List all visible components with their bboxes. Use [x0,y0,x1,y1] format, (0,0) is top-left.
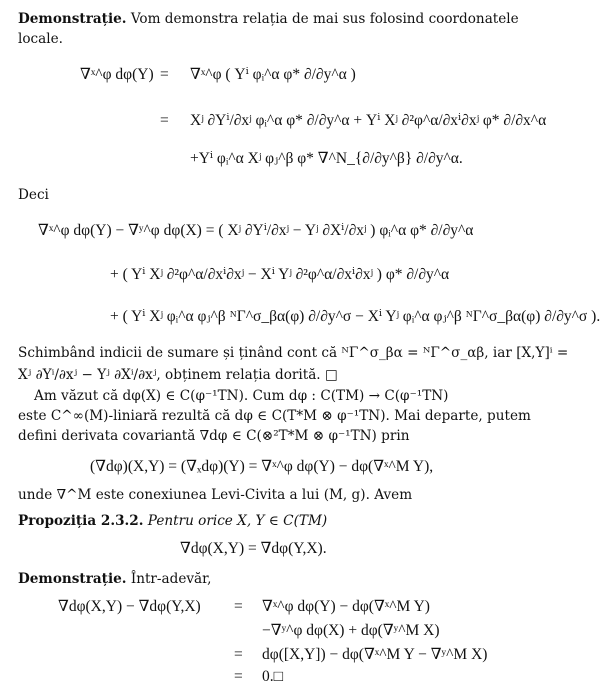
proof2-text: Într-adevăr, [130,571,212,587]
eq1-row1-lhs: ∇ˣ^φ dφ(Y) [80,66,154,83]
proof2-row1-rel: = [234,598,243,615]
proof2-row3-rhs: dφ([X,Y]) − dφ(∇ˣ^M Y − ∇ʸ^M X) [262,646,488,663]
eq2-row3: + ( Yⁱ Xʲ φᵢ^α φⱼ^β ᴺΓ^σ_βα(φ) ∂/∂y^σ − Xⁱ Yʲ φᵢ^α φⱼ^β ᴺΓ^σ_βα(φ) ∂/∂y^σ ). [110,308,600,325]
eq1-row1-rel: = [160,66,169,83]
para3: unde ∇^M este conexiunea Levi-Civita a lui (M, g). Avem [18,487,413,503]
eq3: (∇dφ)(X,Y) = (∇ₓdφ)(Y) = ∇ˣ^φ dφ(Y) − dφ(∇ˣ^M Y), [90,458,434,475]
intro-line-1 [18,12,519,28]
deci-text: Deci [18,187,49,203]
para2-line2: este C^∞(M)-liniară rezultă că dφ ∈ C(T*M ⊗ φ⁻¹TN). Mai departe, putem [18,408,531,424]
proof2-heading: Demonstrație. [18,571,127,587]
para2-line3: defini derivata covariantă ∇dφ ∈ C(⊗²T*M ⊗ φ⁻¹TN) prin [18,428,410,444]
proof-heading: Demonstrație. [18,11,127,27]
proposition-heading: Propoziția 2.3.2. [18,513,144,529]
eq2-row1: ∇ˣ^φ dφ(Y) − ∇ʸ^φ dφ(X) = ( Xʲ ∂Yⁱ/∂xʲ − Yʲ ∂Xⁱ/∂xʲ ) φᵢ^α φ* ∂/∂y^α [38,222,474,239]
eq1-row2-rel: = [160,112,169,129]
proof2-row1-lhs: ∇dφ(X,Y) − ∇dφ(Y,X) [58,598,201,615]
para1-line2: Xʲ ∂Yⁱ/∂xʲ − Yʲ ∂Xⁱ/∂xʲ, obținem relația dorită. □ [18,367,338,383]
proposition-line [18,514,327,530]
intro-text-1: Vom demonstra relația de mai sus folosind coordonatele [130,11,519,27]
proof2-line [18,572,211,588]
proof2-row4-rel: = [234,668,243,685]
para1-line1: Schimbând indicii de sumare și ținând cont că ᴺΓ^σ_βα = ᴺΓ^σ_αβ, iar [X,Y]ⁱ = [18,345,569,361]
proof2-row2-rhs: −∇ʸ^φ dφ(X) + dφ(∇ʸ^M X) [262,622,440,639]
eq2-row2: + ( Yⁱ Xʲ ∂²φ^α/∂xⁱ∂xʲ − Xⁱ Yʲ ∂²φ^α/∂xⁱ∂xʲ ) φ* ∂/∂y^α [110,266,450,283]
proposition-formula: ∇dφ(X,Y) = ∇dφ(Y,X). [180,540,327,557]
eq1-row2-rhs: Xʲ ∂Yⁱ/∂xʲ φᵢ^α φ* ∂/∂y^α + Yⁱ Xʲ ∂²φ^α/∂xⁱ∂xʲ φ* ∂/∂x^α [190,112,547,129]
proposition-text: Pentru orice X, Y ∈ C(TM) [147,513,328,529]
para2-line1: Am văzut că dφ(X) ∈ C(φ⁻¹TN). Cum dφ : C(TM) → C(φ⁻¹TN) [34,388,449,404]
eq1-row3-rhs: +Yⁱ φᵢ^α Xʲ φⱼ^β φ* ∇^N_{∂/∂y^β} ∂/∂y^α. [190,150,463,167]
proof2-row3-rel: = [234,646,243,663]
eq1-row1-rhs: ∇ˣ^φ ( Yⁱ φᵢ^α φ* ∂/∂y^α ) [190,66,356,83]
proof2-row1-rhs: ∇ˣ^φ dφ(Y) − dφ(∇ˣ^M Y) [262,598,430,615]
proof2-row4-rhs: 0.□ [262,668,283,685]
intro-line-2: locale. [18,31,63,47]
